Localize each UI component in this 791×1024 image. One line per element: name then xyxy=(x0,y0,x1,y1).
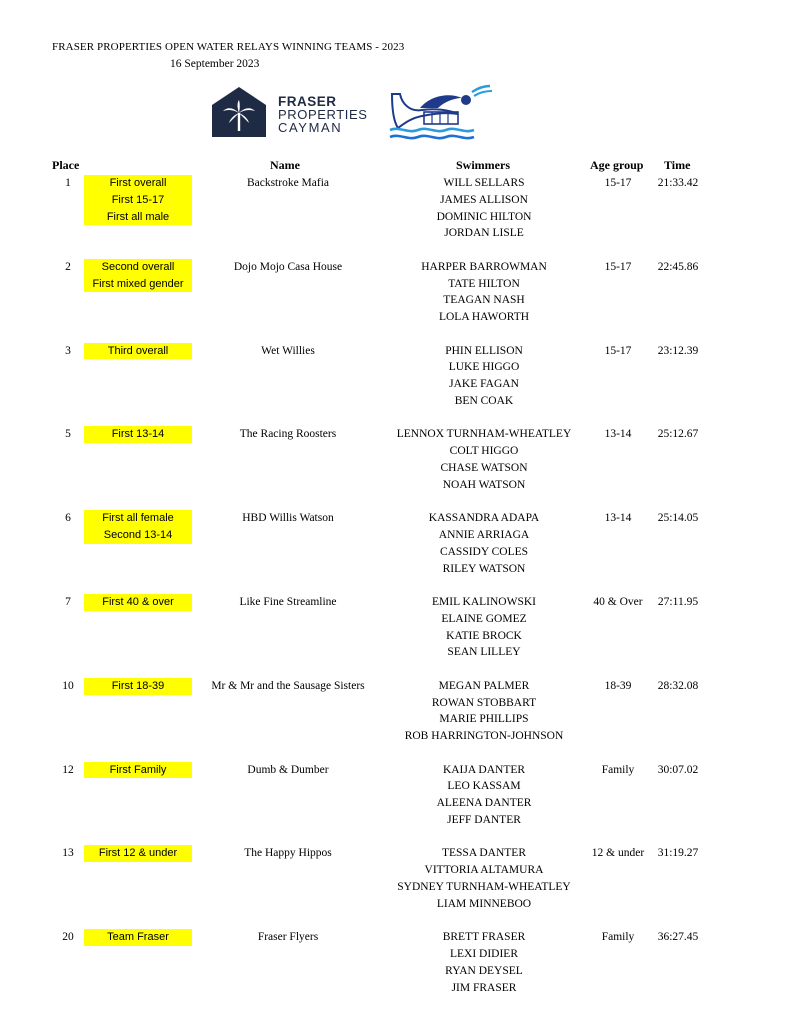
swimmer-logo-icon xyxy=(386,82,494,144)
wordmark-line-3: CAYMAN xyxy=(278,120,343,135)
swimmer-name: LEO KASSAM xyxy=(447,780,521,793)
swimmer-name: LEXI DIDIER xyxy=(449,947,519,960)
swimmer-name: TEAGAN NASH xyxy=(443,294,525,307)
swimmer-name: JAKE FAGAN xyxy=(449,378,519,391)
age-group-cell: 13-14 xyxy=(604,512,632,525)
award-highlight: Second overall xyxy=(84,259,192,276)
award-highlight: First mixed gender xyxy=(84,276,192,293)
swimmer-name: SYDNEY TURNHAM-WHEATLEY xyxy=(397,880,571,893)
swimmer-name: ELAINE GOMEZ xyxy=(441,612,527,625)
age-group-cell: Family xyxy=(601,763,635,776)
award-cell xyxy=(84,845,192,862)
team-name-cell: Wet Willies xyxy=(261,344,315,357)
place-cell: 1 xyxy=(65,177,71,189)
swimmer-name: LIAM MINNEBOO xyxy=(436,897,532,910)
wordmark-line-1: FRASER xyxy=(278,94,337,109)
team-name-cell: Dumb & Dumber xyxy=(247,763,329,776)
place-cell: 7 xyxy=(65,596,71,608)
swimmers-cell xyxy=(380,259,588,326)
time-cell: 31:19.27 xyxy=(657,847,699,860)
fraser-wordmark xyxy=(278,95,368,134)
award-highlight: First all male xyxy=(84,209,192,226)
swimmers-cell xyxy=(380,175,588,242)
place-cell: 2 xyxy=(65,260,71,273)
swimmers-cell xyxy=(380,510,588,577)
swimmer-name: LOLA HAWORTH xyxy=(438,311,530,324)
award-highlight: Second 13-14 xyxy=(84,527,192,544)
swimmer-name: JIM FRASER xyxy=(451,981,517,994)
place-cell: 3 xyxy=(65,344,71,357)
swimmers-cell xyxy=(380,426,588,493)
award-cell xyxy=(84,929,192,946)
time-cell: 25:14.05 xyxy=(657,512,699,525)
swimmer-name: NOAH WATSON xyxy=(442,478,526,491)
award-cell xyxy=(84,175,192,225)
team-name-cell: HBD Willis Watson xyxy=(242,512,334,525)
team-name-cell: Like Fine Streamline xyxy=(239,596,337,608)
team-name-cell: Fraser Flyers xyxy=(257,931,319,944)
swimmer-name: ROWAN STOBBART xyxy=(431,696,537,709)
header-name: Name xyxy=(270,158,300,172)
age-group-cell: 15-17 xyxy=(604,177,632,189)
time-cell: 27:11.95 xyxy=(657,596,699,608)
swimmers-cell xyxy=(380,762,588,829)
swimmers-cell xyxy=(380,845,588,912)
swimmer-name: TATE HILTON xyxy=(448,277,520,290)
time-cell: 28:32.08 xyxy=(657,679,699,692)
award-cell xyxy=(84,594,192,611)
swimmer-name: CHASE WATSON xyxy=(440,461,528,474)
swimmer-name: DOMINIC HILTON xyxy=(436,210,532,223)
time-cell: 25:12.67 xyxy=(657,428,699,441)
swimmer-name: RYAN DEYSEL xyxy=(445,964,523,977)
swimmer-name: ALEENA DANTER xyxy=(436,797,532,810)
award-highlight: First Family xyxy=(84,762,192,779)
team-name-cell: The Racing Roosters xyxy=(239,428,337,441)
age-group-cell: 40 & Over xyxy=(593,596,643,608)
fraser-house-palm-icon xyxy=(212,85,266,137)
team-name-cell: The Happy Hippos xyxy=(244,847,332,860)
swimmers-cell xyxy=(380,343,588,410)
swimmer-name: MEGAN PALMER xyxy=(438,679,530,692)
award-highlight: First 40 & over xyxy=(84,594,192,611)
swimmer-name: KASSANDRA ADAPA xyxy=(428,512,540,525)
place-cell: 6 xyxy=(65,512,71,525)
award-cell xyxy=(84,678,192,695)
swimmer-name: SEAN LILLEY xyxy=(447,646,521,659)
age-group-cell: 15-17 xyxy=(604,344,632,357)
swimmer-name: JAMES ALLISON xyxy=(440,193,528,206)
time-cell: 23:12.39 xyxy=(657,344,699,357)
age-group-cell: 12 & under xyxy=(591,847,645,860)
team-name-cell: Dojo Mojo Casa House xyxy=(233,260,343,273)
award-cell xyxy=(84,343,192,360)
place-cell: 13 xyxy=(62,847,74,860)
swimmer-name: CASSIDY COLES xyxy=(439,545,529,558)
time-cell: 30:07.02 xyxy=(657,763,699,776)
swimmer-name: RILEY WATSON xyxy=(442,562,526,575)
place-cell: 12 xyxy=(62,763,74,776)
header-place: Place xyxy=(52,158,80,172)
swimmer-name: KAIJA DANTER xyxy=(442,763,526,776)
place-cell: 10 xyxy=(62,679,74,692)
swimmer-name: BRETT FRASER xyxy=(442,931,526,944)
swimmer-name: ROB HARRINGTON-JOHNSON xyxy=(404,730,564,743)
award-cell xyxy=(84,259,192,293)
swimmer-name: HARPER BARROWMAN xyxy=(421,260,547,273)
swimmer-name: ANNIE ARRIAGA xyxy=(438,528,530,541)
document-date: 16 September 2023 xyxy=(170,58,260,70)
time-cell: 22:45.86 xyxy=(657,260,699,273)
swimmers-cell xyxy=(380,678,588,745)
swimmer-name: VITTORIA ALTAMURA xyxy=(424,864,544,877)
document-title: FRASER PROPERTIES OPEN WATER RELAYS WINNING TEAMS - 2023 xyxy=(52,41,405,53)
swimmer-name: WILL SELLARS xyxy=(443,177,525,189)
place-cell: 5 xyxy=(65,428,71,441)
award-cell xyxy=(84,510,192,544)
age-group-cell: 15-17 xyxy=(604,260,632,273)
place-cell: 20 xyxy=(62,931,74,944)
age-group-cell: Family xyxy=(601,931,635,944)
award-highlight: Third overall xyxy=(84,343,192,360)
award-highlight: First 15-17 xyxy=(84,192,192,209)
award-highlight: First 12 & under xyxy=(84,845,192,862)
award-highlight: First overall xyxy=(84,175,192,192)
swimmer-name: EMIL KALINOWSKI xyxy=(431,596,536,608)
age-group-cell: 18-39 xyxy=(604,679,632,692)
swimmer-name: LUKE HIGGO xyxy=(448,361,520,374)
team-name-cell: Mr & Mr and the Sausage Sisters xyxy=(211,679,365,692)
time-cell: 21:33.42 xyxy=(657,177,699,189)
swimmer-name: TESSA DANTER xyxy=(441,847,527,860)
swimmers-cell xyxy=(380,929,588,996)
swimmer-name: LENNOX TURNHAM-WHEATLEY xyxy=(396,428,572,441)
swimmer-name: PHIN ELLISON xyxy=(445,344,523,357)
award-cell xyxy=(84,762,192,779)
swimmer-name: BEN COAK xyxy=(454,394,514,407)
award-cell xyxy=(84,426,192,443)
time-cell: 36:27.45 xyxy=(657,931,699,944)
age-group-cell: 13-14 xyxy=(604,428,632,441)
swimmer-name: JORDAN LISLE xyxy=(444,227,524,240)
award-highlight: Team Fraser xyxy=(84,929,192,946)
header-time: Time xyxy=(664,158,691,172)
header-swimmers: Swimmers xyxy=(456,158,510,172)
swimmer-name: KATIE BROCK xyxy=(446,629,522,642)
swimmer-name: MARIE PHILLIPS xyxy=(439,713,529,726)
fraser-properties-logo xyxy=(212,85,372,139)
award-highlight: First all female xyxy=(84,510,192,527)
award-highlight: First 18-39 xyxy=(84,678,192,695)
award-highlight: First 13-14 xyxy=(84,426,192,443)
swimmers-cell xyxy=(380,594,588,661)
swimmer-name: JEFF DANTER xyxy=(447,813,521,826)
team-name-cell: Backstroke Mafia xyxy=(246,177,330,189)
wordmark-line-2: PROPERTIES xyxy=(278,107,368,122)
swimmer-name: COLT HIGGO xyxy=(449,445,519,458)
header-age-group: Age group xyxy=(590,158,644,172)
